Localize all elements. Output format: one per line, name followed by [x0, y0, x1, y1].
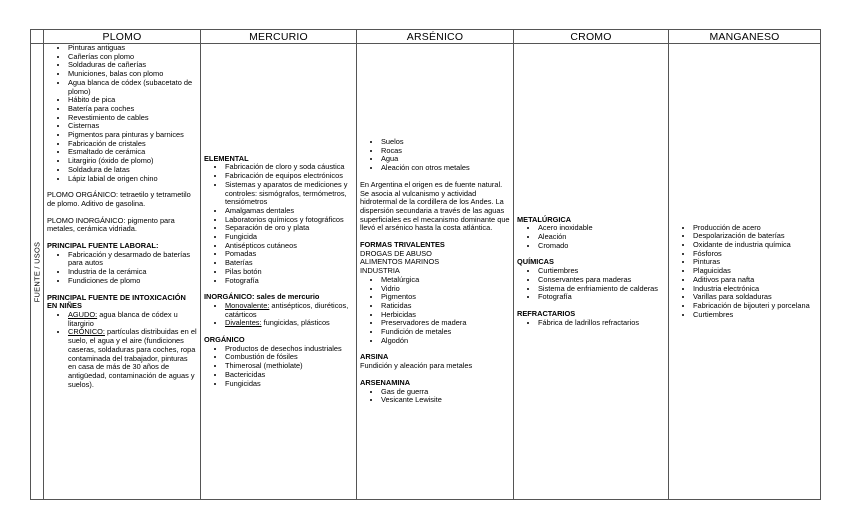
list-item: • Fotografía: [225, 277, 353, 286]
list-item: • Raticidas: [381, 302, 510, 311]
list-item: • Aditivos para nafta: [693, 276, 817, 285]
list-item: • Hábito de pica: [68, 96, 197, 105]
plomo-inorganico: PLOMO INORGÁNICO: pigmento para metales, cerámica vidriada.: [47, 215, 175, 234]
list-item: • Thimerosal (methiolate): [225, 362, 353, 371]
toxic-metals-table: [30, 29, 821, 500]
header-plomo: PLOMO: [44, 30, 201, 44]
list-item: • Soldadura de latas: [68, 166, 197, 175]
list-item: • Soldaduras de cañerías: [68, 61, 197, 70]
list-item: • Curtiembres: [693, 311, 817, 320]
cell-arsenico: [357, 44, 514, 500]
list-item: • Amalgamas dentales: [225, 207, 353, 216]
arsenico-trivalentes-line: DROGAS DE ABUSO: [360, 248, 432, 258]
list-item: [68, 311, 197, 328]
list-item: • Pinturas antiguas: [68, 44, 197, 53]
arsenico-trivalentes-title: FORMAS TRIVALENTES: [360, 240, 445, 250]
plomo-ninos-list: [47, 311, 197, 389]
list-item: [68, 328, 197, 389]
mercurio-inorganico-list: [204, 302, 353, 328]
list-item: • Plaguicidas: [693, 267, 817, 276]
list-item: • Fósforos: [693, 250, 817, 259]
agudo-text: agua blanca de códex u litargirio: [68, 309, 178, 328]
list-item: • Rocas: [381, 147, 510, 156]
list-item: • Oxidante de industria química: [693, 241, 817, 250]
divalentes-text: fungicidas, plásticos: [261, 318, 330, 328]
list-item: • Productos de desechos industriales: [225, 345, 353, 354]
header-arsenico: ARSÉNICO: [357, 30, 514, 44]
list-item: • Laboratorios químicos y fotográficos: [225, 216, 353, 225]
list-item: • Varillas para soldaduras: [693, 293, 817, 302]
list-item: • Revestimiento de cables: [68, 114, 197, 123]
header-manganeso: MANGANESO: [669, 30, 821, 44]
arsenico-arsina-title: ARSINA: [360, 352, 389, 362]
list-item: • Aleación: [538, 233, 665, 242]
list-item: • Agua: [381, 155, 510, 164]
cromo-metalurgica-list: [517, 224, 665, 250]
mercurio-inorganico-title: INORGÁNICO: sales de mercurio: [204, 292, 320, 302]
list-item: • Fabricación de bijouteri y porcelana: [693, 302, 817, 311]
arsenico-trivalentes-line: INDUSTRIA: [360, 266, 400, 276]
divalentes-label: Divalentes:: [225, 318, 262, 328]
list-item: • Lápiz labial de origen chino: [68, 175, 197, 184]
list-item: • Fabricación de cristales: [68, 140, 197, 149]
agudo-label: AGUDO:: [68, 309, 98, 319]
arsenico-industria-list: [360, 276, 510, 346]
cromo-refractarios-title: REFRACTARIOS: [517, 308, 576, 318]
manganeso-list: [672, 224, 817, 320]
header-row: [31, 30, 821, 44]
list-item: • Pinturas: [693, 258, 817, 267]
list-item: [225, 302, 353, 319]
list-item: • Vidrio: [381, 285, 510, 294]
header-mercurio: MERCURIO: [201, 30, 357, 44]
cell-mercurio: [201, 44, 357, 500]
list-item: • Combustión de fósiles: [225, 353, 353, 362]
list-item: • Sistemas y aparatos de mediciones y controles: sismógrafos, termómetros, tensiómetros: [225, 181, 353, 207]
list-item: [225, 319, 353, 328]
list-item: • Municiones, balas con plomo: [68, 70, 197, 79]
arsenico-trivalentes-line: ALIMENTOS MARINOS: [360, 257, 440, 267]
list-item: • Herbicidas: [381, 311, 510, 320]
list-item: • Pigmentos: [381, 293, 510, 302]
plomo-list: [47, 44, 197, 183]
list-item: • Cisternas: [68, 122, 197, 131]
list-item: • Industria de la cerámica: [68, 268, 197, 277]
list-item: • Sistema de enfriamiento de calderas: [538, 285, 665, 294]
plomo-laboral-title: PRINCIPAL FUENTE LABORAL:: [47, 241, 159, 251]
plomo-laboral-list: [47, 251, 197, 286]
list-item: • Metalúrgica: [381, 276, 510, 285]
cronico-text: partículas distribuidas en el suelo, el agua y el aire (fundiciones caseras, soldaduras para coches, ropa contaminada del trabajador, pinturas en casa de más de 30 años de antigüedad, contaminación de aguas y suelos).: [68, 327, 197, 389]
list-item: • Conservantes para maderas: [538, 276, 665, 285]
plomo-organico: PLOMO ORGÁNICO: tetraetilo y tetrametilo de plomo. Aditivo de gasolina.: [47, 190, 191, 208]
side-label-cell: [31, 44, 44, 500]
list-item: • Despolarización de baterías: [693, 232, 817, 241]
mercurio-elemental-title: ELEMENTAL: [204, 153, 249, 163]
list-item: • Fabricación de cloro y soda cáustica: [225, 163, 353, 172]
list-item: • Fabricación y desarmado de baterías para autos: [68, 251, 197, 268]
cromo-refractarios-list: [517, 319, 665, 328]
cell-manganeso: [669, 44, 821, 500]
arsenico-arsenamina-title: ARSENAMINA: [360, 377, 411, 387]
list-item: • Fotografía: [538, 293, 665, 302]
list-item: • Cañerías con plomo: [68, 53, 197, 62]
list-item: • Antisépticos cutáneos: [225, 242, 353, 251]
list-item: • Producción de acero: [693, 224, 817, 233]
content-row: [31, 44, 821, 500]
arsenico-arsenamina-list: [360, 388, 510, 405]
arsenico-arsina-text: Fundición y aleación para metales: [360, 361, 473, 371]
cell-cromo: [514, 44, 669, 500]
mercurio-organico-title: ORGÁNICO: [204, 335, 245, 345]
mercurio-organico-list: [204, 345, 353, 389]
cromo-metalurgica-title: METALÚRGICA: [517, 214, 572, 224]
arsenico-list: [360, 138, 510, 173]
list-item: • Litargirio (óxido de plomo): [68, 157, 197, 166]
arsenico-paragraph: En Argentina el origen es de fuente natural. Se asocia al vulcanismo y actividad hidrotermal de la cordillera de los Andes. La dispersión secundaria a través de las aguas superficiales es el mecanismo dominante que llevó el arsénico hasta la costa atlántica.: [360, 179, 510, 233]
header-cromo: CROMO: [514, 30, 669, 44]
list-item: • Preservadores de madera: [381, 319, 510, 328]
monovalente-label: Monovalente:: [225, 300, 270, 310]
header-corner: [31, 30, 44, 44]
list-item: • Gas de guerra: [381, 388, 510, 397]
monovalente-text: antisépticos, diuréticos, catárticos: [225, 300, 349, 319]
list-item: • Algodón: [381, 337, 510, 346]
side-label: FUENTE / USOS: [32, 241, 42, 302]
list-item: • Curtiembres: [538, 267, 665, 276]
mercurio-elemental-list: [204, 163, 353, 285]
list-item: • Fungicidas: [225, 380, 353, 389]
list-item: • Acero inoxidable: [538, 224, 665, 233]
list-item: • Vesicante Lewisite: [381, 396, 510, 405]
list-item: • Fabricación de equipos electrónicos: [225, 172, 353, 181]
list-item: • Baterías: [225, 259, 353, 268]
list-item: • Pigmentos para pinturas y barnices: [68, 131, 197, 140]
cromo-quimicas-title: QUÍMICAS: [517, 257, 554, 267]
list-item: • Esmaltado de cerámica: [68, 148, 197, 157]
cronico-label: CRÓNICO:: [68, 327, 105, 337]
cromo-quimicas-list: [517, 267, 665, 302]
list-item: • Separación de oro y plata: [225, 224, 353, 233]
list-item: • Fábrica de ladrillos refractarios: [538, 319, 665, 328]
list-item: • Fundiciones de plomo: [68, 277, 197, 286]
list-item: • Pilas botón: [225, 268, 353, 277]
list-item: • Fungicida: [225, 233, 353, 242]
list-item: • Suelos: [381, 138, 510, 147]
plomo-ninos-title: PRINCIPAL FUENTE DE INTOXICACIÓN EN NIÑES: [47, 292, 186, 311]
list-item: • Aleación con otros metales: [381, 164, 510, 173]
list-item: • Batería para coches: [68, 105, 197, 114]
list-item: • Cromado: [538, 242, 665, 251]
list-item: • Bactericidas: [225, 371, 353, 380]
list-item: • Fundición de metales: [381, 328, 510, 337]
list-item: • Pomadas: [225, 250, 353, 259]
list-item: • Agua blanca de códex (subacetato de plomo): [68, 79, 197, 96]
cell-plomo: [44, 44, 201, 500]
list-item: • Industria electrónica: [693, 285, 817, 294]
